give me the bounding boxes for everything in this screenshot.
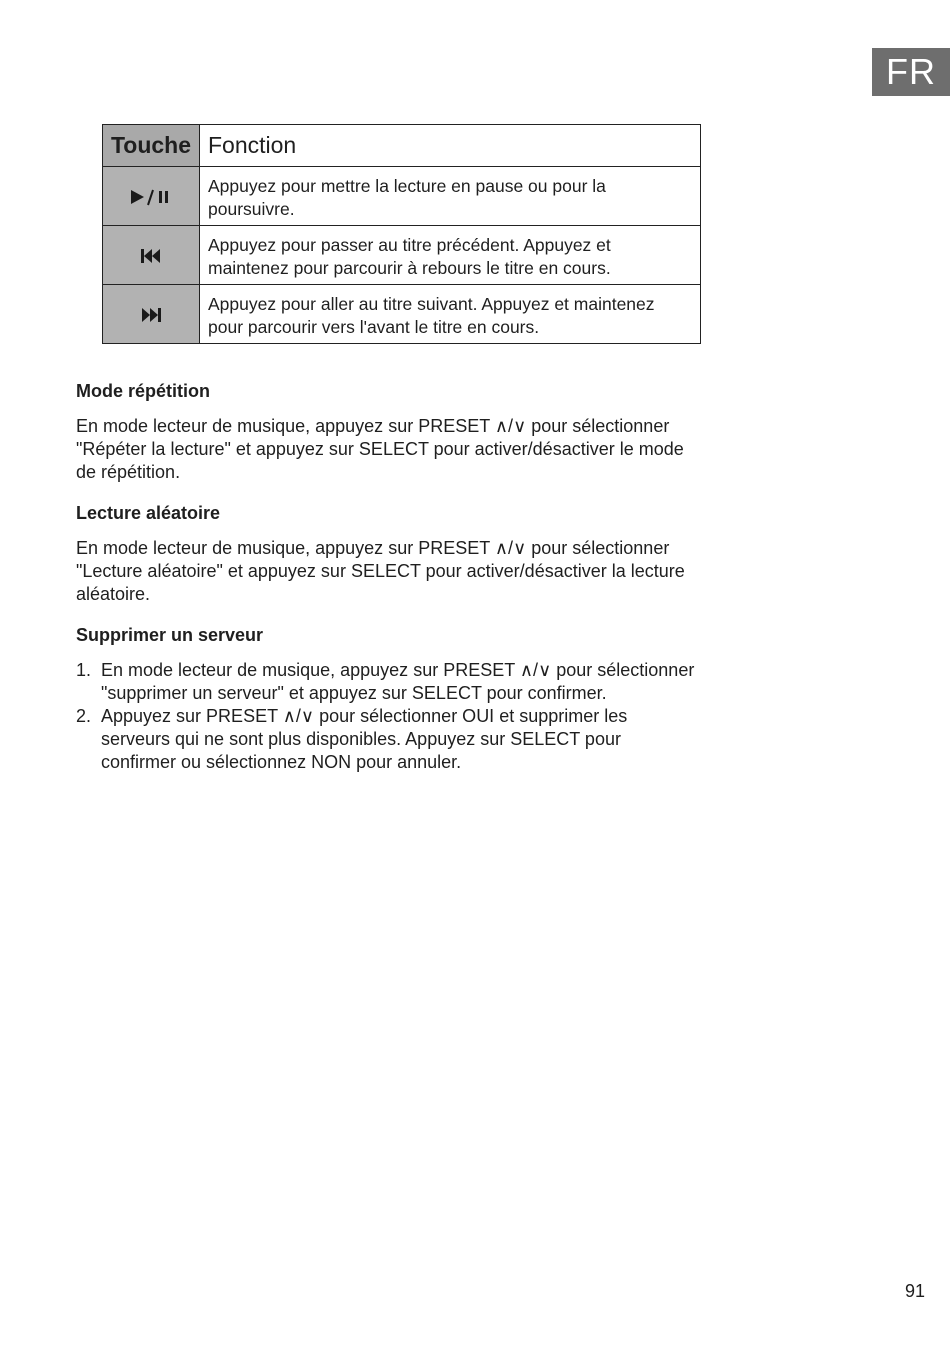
- section-text-shuffle: En mode lecteur de musique, appuyez sur PRESET ∧/∨ pour sélectionner "Lecture aléatoire" et appuyez sur SELECT pour activer/désactiver la lecture aléatoire.: [76, 538, 685, 604]
- list-number: 2.: [76, 706, 92, 726]
- header-function: Fonction: [200, 125, 701, 167]
- key-cell: [103, 285, 200, 344]
- list-item: [76, 659, 696, 705]
- section-text-repeat: En mode lecteur de musique, appuyez sur PRESET ∧/∨ pour sélectionner "Répéter la lecture" et appuyez sur SELECT pour activer/désactiver le mode de répétition.: [76, 416, 684, 482]
- previous-track-icon: [139, 244, 163, 264]
- section-title-delete-server: Supprimer un serveur: [76, 625, 264, 645]
- table-row: [103, 167, 701, 226]
- function-cell: Appuyez pour passer au titre précédent. Appuyez et maintenez pour parcourir à rebours le titre en cours.: [200, 226, 701, 285]
- language-tab: FR: [872, 48, 950, 96]
- list-item: [76, 705, 696, 774]
- table-row: [103, 226, 701, 285]
- section-title-shuffle: Lecture aléatoire: [76, 503, 221, 523]
- list-text: Appuyez sur PRESET ∧/∨ pour sélectionner OUI et supprimer les serveurs qui ne sont plus disponibles. Appuyez sur SELECT pour confirmer ou sélectionnez NON pour annuler.: [101, 706, 628, 772]
- page-number: 91: [905, 1281, 926, 1301]
- play-pause-icon: [129, 185, 173, 205]
- function-cell: Appuyez pour aller au titre suivant. Appuyez et maintenez pour parcourir vers l'avant le titre en cours.: [200, 285, 701, 344]
- function-cell: Appuyez pour mettre la lecture en pause ou pour la poursuivre.: [200, 167, 701, 226]
- table-header-row: [103, 125, 701, 167]
- table-row: [103, 285, 701, 344]
- key-cell: [103, 226, 200, 285]
- button-function-table: [102, 124, 701, 344]
- key-cell: [103, 167, 200, 226]
- list-text: En mode lecteur de musique, appuyez sur PRESET ∧/∨ pour sélectionner "supprimer un serveur" et appuyez sur SELECT pour confirmer.: [101, 660, 695, 703]
- content: [76, 380, 696, 774]
- header-key: Touche: [103, 125, 200, 167]
- section-title-repeat: Mode répétition: [76, 381, 210, 401]
- next-track-icon: [139, 303, 163, 323]
- delete-server-steps: [76, 659, 696, 774]
- list-number: 1.: [76, 660, 92, 680]
